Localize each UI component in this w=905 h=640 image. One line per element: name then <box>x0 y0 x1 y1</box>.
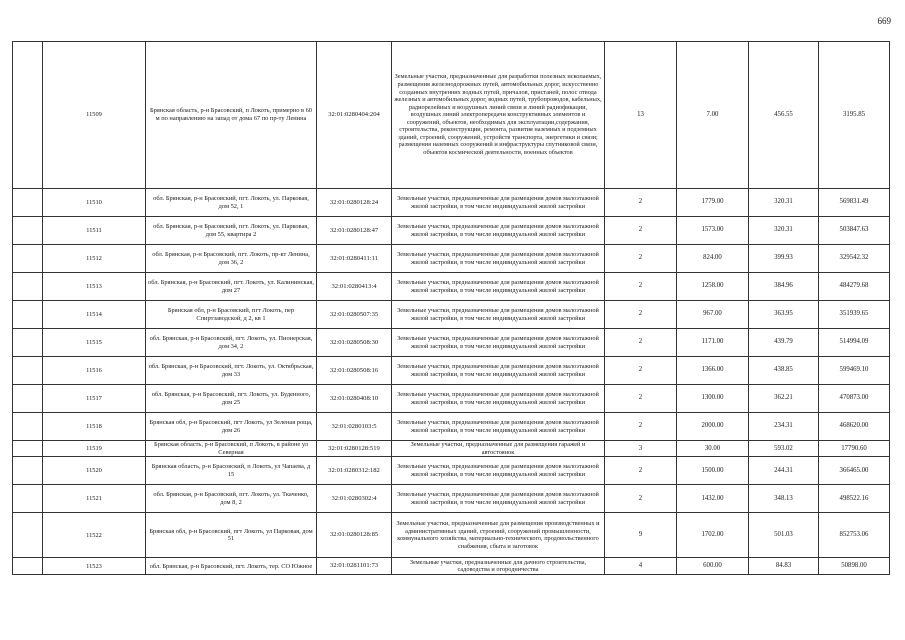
row-blank-cell <box>13 357 43 385</box>
table-row <box>13 245 890 273</box>
address-cell: обл. Брянская, р-н Брасовский, пгт. Локоть, ул. Пионерская, дом 34, 2 <box>146 329 317 357</box>
land-use-cell: Земельные участки, предназначенные для размещения домов малоэтажной жилой застройки, в том числе индивидуальной жилой застройки <box>392 357 605 385</box>
row-number: 11512 <box>43 245 146 273</box>
row-number: 11522 <box>43 513 146 558</box>
row-number: 11509 <box>43 42 146 189</box>
table-row <box>13 273 890 301</box>
row-number: 11518 <box>43 413 146 441</box>
use-group-cell: 2 <box>605 329 677 357</box>
row-blank-cell <box>13 413 43 441</box>
cadastral-number-cell: 32:01:0280404:204 <box>317 42 392 189</box>
address-cell: Брянская обл, р-н Брасовский, пгт Локоть, ул Зеленая роща, дом 26 <box>146 413 317 441</box>
specific-value-cell: 363.95 <box>749 301 819 329</box>
table-row <box>13 329 890 357</box>
row-blank-cell <box>13 457 43 485</box>
row-number: 11511 <box>43 217 146 245</box>
area-cell: 1500.00 <box>677 457 749 485</box>
cadastral-value-cell: 498522.16 <box>819 485 890 513</box>
land-use-cell: Земельные участки, предназначенные для размещения домов малоэтажной жилой застройки, в том числе индивидуальной жилой застройки <box>392 273 605 301</box>
table-row <box>13 357 890 385</box>
use-group-cell: 13 <box>605 42 677 189</box>
cadastral-number-cell: 32:01:0280128:519 <box>317 441 392 457</box>
cadastral-value-cell: 503847.63 <box>819 217 890 245</box>
land-use-cell: Земельные участки, предназначенные для разработки полезных ископаемых, размещения железнодорожных путей, автомобильных дорог, искусственно созданных внутренних водных путей, причалов, пристаней, полос отвода железных и автомобильных дорог, водных путей, трубопроводов, кабельных, радиорелейных и воздушных линий связи и линий радиофикации, воздушных линий электропередачи конструктивных элементов и сооружений, объектов, необходимых для эксплуатации,содержания, строительства, реконструкции, ремонта, развития наземных и подземных зданий, строений, сооружений, устройств транспорта, энергетики и связи; размещения наземных сооружений и инфраструктуры спутниковой связи, объектов космической деятельности, военных объектов <box>392 42 605 189</box>
row-number: 11523 <box>43 558 146 575</box>
land-use-cell: Земельные участки, предназначенные для размещения домов малоэтажной жилой застройки, в том числе индивидуальной жилой застройки <box>392 385 605 413</box>
cadastral-value-cell: 470873.00 <box>819 385 890 413</box>
cadastral-number-cell: 32:01:0280312:182 <box>317 457 392 485</box>
area-cell: 824.00 <box>677 245 749 273</box>
area-cell: 1573.00 <box>677 217 749 245</box>
use-group-cell: 2 <box>605 245 677 273</box>
address-cell: обл. Брянская, р-н Брасовский, пгт. Локоть, ул. Буденного, дом 25 <box>146 385 317 413</box>
area-cell: 1258.00 <box>677 273 749 301</box>
cadastral-number-cell: 32:01:0280413:4 <box>317 273 392 301</box>
row-blank-cell <box>13 385 43 413</box>
address-cell: обл. Брянская, р-н Брасовский, пгт. Локоть, ул. Калининская, дом 27 <box>146 273 317 301</box>
area-cell: 1432.00 <box>677 485 749 513</box>
cadastral-number-cell: 32:01:0280128:47 <box>317 217 392 245</box>
specific-value-cell: 384.96 <box>749 273 819 301</box>
land-use-cell: Земельные участки, предназначенные для размещения домов малоэтажной жилой застройки, в том числе индивидуальной жилой застройки <box>392 329 605 357</box>
specific-value-cell: 438.85 <box>749 357 819 385</box>
cadastral-value-cell: 852753.06 <box>819 513 890 558</box>
area-cell: 600.00 <box>677 558 749 575</box>
row-blank-cell <box>13 217 43 245</box>
cadastral-number-cell: 32:01:0280507:35 <box>317 301 392 329</box>
address-cell: Брянская область, р-н Брасовский, п Локоть, примерно в 60 м по направлению на запад от дома 67 по пр-ту Ленина <box>146 42 317 189</box>
specific-value-cell: 234.31 <box>749 413 819 441</box>
specific-value-cell: 320.31 <box>749 189 819 217</box>
cadastral-value-cell: 50898.00 <box>819 558 890 575</box>
address-cell: обл. Брянская, р-н Брасовский, пгт. Локоть, пр-кт Ленина, дом 36, 2 <box>146 245 317 273</box>
address-cell: обл. Брянская, р-н Брасовский, пгт. Локоть, ул. Октябрьская, дом 33 <box>146 357 317 385</box>
cadastral-value-cell: 484279.68 <box>819 273 890 301</box>
area-cell: 7.00 <box>677 42 749 189</box>
row-blank-cell <box>13 301 43 329</box>
use-group-cell: 2 <box>605 413 677 441</box>
table-row <box>13 301 890 329</box>
cadastral-number-cell: 32:01:0280302:4 <box>317 485 392 513</box>
cadastral-value-cell: 514994.09 <box>819 329 890 357</box>
cadastral-number-cell: 32:01:0280411:11 <box>317 245 392 273</box>
use-group-cell: 2 <box>605 357 677 385</box>
use-group-cell: 4 <box>605 558 677 575</box>
table-row <box>13 558 890 575</box>
specific-value-cell: 244.31 <box>749 457 819 485</box>
cadastral-number-cell: 32:01:0280508:16 <box>317 357 392 385</box>
cadastral-value-cell: 329542.32 <box>819 245 890 273</box>
land-use-cell: Земельные участки, предназначенные для размещения домов малоэтажной жилой застройки, в том числе индивидуальной жилой застройки <box>392 245 605 273</box>
specific-value-cell: 320.31 <box>749 217 819 245</box>
row-number: 11515 <box>43 329 146 357</box>
table-row <box>13 513 890 558</box>
address-cell: обл. Брянская, р-н Брасовский, пгт. Локоть, ул. Ткаченко, дом 8, 2 <box>146 485 317 513</box>
use-group-cell: 2 <box>605 217 677 245</box>
row-blank-cell <box>13 558 43 575</box>
row-blank-cell <box>13 245 43 273</box>
row-blank-cell <box>13 189 43 217</box>
row-number: 11510 <box>43 189 146 217</box>
row-blank-cell <box>13 42 43 189</box>
row-number: 11519 <box>43 441 146 457</box>
row-blank-cell <box>13 513 43 558</box>
area-cell: 2000.00 <box>677 413 749 441</box>
table-body <box>13 42 890 575</box>
specific-value-cell: 348.13 <box>749 485 819 513</box>
land-use-cell: Земельные участки, предназначенные для размещения домов малоэтажной жилой застройки, в том числе индивидуальной жилой застройки <box>392 413 605 441</box>
area-cell: 1366.00 <box>677 357 749 385</box>
cadastral-value-cell: 468620.00 <box>819 413 890 441</box>
use-group-cell: 2 <box>605 189 677 217</box>
cadastral-number-cell: 32:01:0280128:85 <box>317 513 392 558</box>
address-cell: Брянская область, р-н Брасовский, п Локоть, в районе ул Северная <box>146 441 317 457</box>
area-cell: 967.00 <box>677 301 749 329</box>
address-cell: обл. Брянская, р-н Брасовский, пгт. Локоть, ул. Парковая, дом 55, квартира 2 <box>146 217 317 245</box>
specific-value-cell: 362.21 <box>749 385 819 413</box>
specific-value-cell: 84.83 <box>749 558 819 575</box>
cadastral-number-cell: 32:01:0280103:5 <box>317 413 392 441</box>
page-number: 669 <box>877 16 891 26</box>
cadastral-value-cell: 17790.60 <box>819 441 890 457</box>
cadastral-value-cell: 569831.49 <box>819 189 890 217</box>
area-cell: 30.00 <box>677 441 749 457</box>
specific-value-cell: 456.55 <box>749 42 819 189</box>
use-group-cell: 2 <box>605 385 677 413</box>
table-row <box>13 385 890 413</box>
address-cell: обл. Брянская, р-н Брасовский, пгт. Локоть, ул. Парковая, дом 52, 1 <box>146 189 317 217</box>
table-row <box>13 217 890 245</box>
cadastral-value-cell: 351939.65 <box>819 301 890 329</box>
area-cell: 1300.00 <box>677 385 749 413</box>
use-group-cell: 2 <box>605 485 677 513</box>
area-cell: 1779.00 <box>677 189 749 217</box>
cadastral-number-cell: 32:01:0280508:30 <box>317 329 392 357</box>
area-cell: 1702.00 <box>677 513 749 558</box>
specific-value-cell: 501.03 <box>749 513 819 558</box>
use-group-cell: 3 <box>605 441 677 457</box>
row-number: 11520 <box>43 457 146 485</box>
use-group-cell: 2 <box>605 273 677 301</box>
table-row <box>13 42 890 189</box>
address-cell: Брянская обл, р-н Брасовский, пгт Локоть, пер Спиртзаводской, д 2, кв 1 <box>146 301 317 329</box>
row-number: 11513 <box>43 273 146 301</box>
cadastral-number-cell: 32:01:0281101:73 <box>317 558 392 575</box>
specific-value-cell: 439.79 <box>749 329 819 357</box>
use-group-cell: 2 <box>605 301 677 329</box>
address-cell: обл. Брянская, р-н Брасовский, пгт. Локоть, тер. СО Южное <box>146 558 317 575</box>
row-number: 11521 <box>43 485 146 513</box>
table-row <box>13 485 890 513</box>
cadastral-value-cell: 366465.00 <box>819 457 890 485</box>
cadastral-number-cell: 32:01:0280128:24 <box>317 189 392 217</box>
specific-value-cell: 593.02 <box>749 441 819 457</box>
row-number: 11514 <box>43 301 146 329</box>
table-row <box>13 457 890 485</box>
land-use-cell: Земельные участки, предназначенные для размещения домов малоэтажной жилой застройки, в том числе индивидуальной жилой застройки <box>392 301 605 329</box>
area-cell: 1171.00 <box>677 329 749 357</box>
use-group-cell: 2 <box>605 457 677 485</box>
row-number: 11517 <box>43 385 146 413</box>
cadastral-number-cell: 32:01:0280408:10 <box>317 385 392 413</box>
table-row <box>13 189 890 217</box>
row-blank-cell <box>13 329 43 357</box>
land-use-cell: Земельные участки, предназначенные для размещения домов малоэтажной жилой застройки, в том числе индивидуальной жилой застройки <box>392 217 605 245</box>
land-use-cell: Земельные участки, предназначенные для размещения производственных и административных зданий, строений, сооружений промышленности, коммунального хозяйства, материально-технического, продовольственного снабжения, сбыта и заготовок <box>392 513 605 558</box>
use-group-cell: 9 <box>605 513 677 558</box>
row-blank-cell <box>13 485 43 513</box>
specific-value-cell: 399.93 <box>749 245 819 273</box>
row-blank-cell <box>13 441 43 457</box>
table-row <box>13 413 890 441</box>
row-blank-cell <box>13 273 43 301</box>
address-cell: Брянская область, р-н Брасовский, п Локоть, ул Чапаева, д 15 <box>146 457 317 485</box>
address-cell: Брянская обл, р-н Брасовский, пгт Локоть, ул Парковая, дом 51 <box>146 513 317 558</box>
land-use-cell: Земельные участки, предназначенные для дачного строительства, садоводства и огородничества <box>392 558 605 575</box>
land-use-cell: Земельные участки, предназначенные для размещения домов малоэтажной жилой застройки, в том числе индивидуальной жилой застройки <box>392 485 605 513</box>
table-row <box>13 441 890 457</box>
land-use-cell: Земельные участки, предназначенные для размещения домов малоэтажной жилой застройки, в том числе индивидуальной жилой застройки <box>392 189 605 217</box>
land-registry-table <box>12 41 890 575</box>
cadastral-value-cell: 599469.10 <box>819 357 890 385</box>
land-use-cell: Земельные участки, предназначенные для размещения гаражей и автостоянок <box>392 441 605 457</box>
land-use-cell: Земельные участки, предназначенные для размещения домов малоэтажной жилой застройки, в том числе индивидуальной жилой застройки <box>392 457 605 485</box>
cadastral-value-cell: 3195.85 <box>819 42 890 189</box>
row-number: 11516 <box>43 357 146 385</box>
